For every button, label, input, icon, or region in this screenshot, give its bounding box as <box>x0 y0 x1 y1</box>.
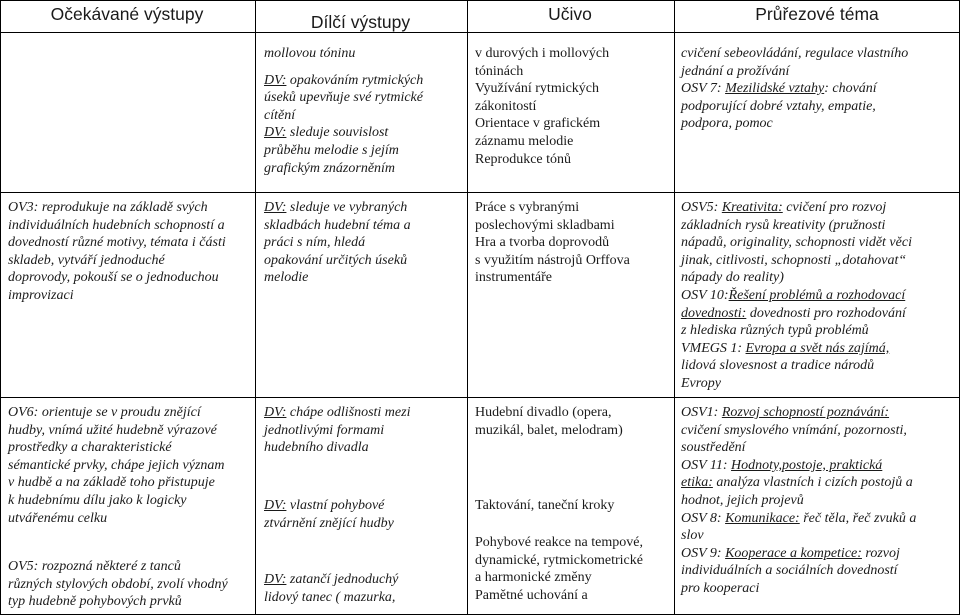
prurezove-tema-block-1: cvičení sebeovládání, regulace vlastního jednání a prožívání OSV 7: Mezilidské vztahy: chování podporující dobré vztahy, empatie, podpora, pomoc <box>681 46 909 132</box>
column-divider <box>467 1 468 614</box>
header-dilci-vystupy: Dílčí výstupy <box>310 12 411 32</box>
ucivo-block-5: Pohybové reakce na tempové, dynamické, rytmickometrické a harmonické změny Pamětné uchování a <box>475 535 643 603</box>
row-divider <box>1 397 959 398</box>
ucivo-block-4: Taktování, taneční kroky <box>475 498 615 513</box>
ov3-text: OV3: reprodukuje na základě svých individuálních hudebních schopností a dovedností různé motivy, témata i části skladeb, vytváří jednoduché doprovody, pokouší se o jednoduchou improvizaci <box>8 200 226 303</box>
column-divider <box>674 1 675 614</box>
dilci-vystupy-block-2: DV: sleduje ve vybraných skladbách hudební téma a práci s ním, hledá opakování určitých úseků melodie <box>264 200 411 286</box>
row-divider <box>1 192 959 193</box>
prurezove-tema-block-2: OSV5: Kreativita: cvičení pro rozvoj základních rysů kreativity (pružnosti nápadů, originality, schopnosti vidět věci jinak, citlivosti, schopnosti „dotahovat“ nápady do reality) OSV 10:Řešení problémů a rozhodovací dovednosti: dovednosti pro rozhodování z hlediska různých typů problémů VMEGS 1: Evropa a svět nás zajímá, lidová slovesnost a tradice národů Evropy <box>681 200 912 391</box>
column-divider <box>255 1 256 614</box>
ov6-text: OV6: orientuje se v proudu znějící hudby, vnímá užité hudebně výrazové prostředky a charakteristické sémantické prvky, chápe jejich význam v hudbě a na základě toho přistupuje k hudebnímu dílu jako k logicky utvářenému celku <box>8 405 225 526</box>
header-ucivo: Učivo <box>548 4 592 24</box>
header-prurezove-tema: Průřezové téma <box>755 4 879 24</box>
dilci-vystupy-block-4: DV: vlastní pohybové ztvárnění znějící hudby <box>264 498 394 531</box>
dilci-vystupy-block-3: DV: chápe odlišnosti mezi jednotlivými formami hudebního divadla <box>264 405 411 456</box>
ov5-text: OV5: rozpozná některé z tanců různých stylových období, zvolí vhodný typ hudebně pohybových prvků <box>8 559 228 610</box>
ucivo-block-2: Práce s vybranými poslechovými skladbami Hra a tvorba doprovodů s využitím nástrojů Orffova instrumentáře <box>475 200 630 286</box>
dilci-vystupy-block-1: mollovou tóninu DV: opakováním rytmických úseků upevňuje své rytmické cítění DV: sleduje souvislost průběhu melodie s jejím grafickým znázorněním <box>264 46 424 176</box>
prurezove-tema-block-3: OSV1: Rozvoj schopností poznávání: cvičení smyslového vnímání, pozornosti, soustředění OSV 11: Hodnoty,postoje, praktická etika: analýza vlastních i cizích postojů a hodnot, jejich projevů OSV 8: Komunikace: řeč těla, řeč zvuků a slov OSV 9: Kooperace a kompetice: rozvoj individuálních a sociálních dovedností pro kooperaci <box>681 405 917 596</box>
ucivo-block-1: v durových i mollových tóninách Využívání rytmických zákonitostí Orientace v grafickém záznamu melodie Reprodukce tónů <box>475 46 610 167</box>
header-ocekavane-vystupy: Očekávané výstupy <box>50 4 204 24</box>
header-divider <box>1 32 959 33</box>
ucivo-block-3: Hudební divadlo (opera, muzikál, balet, melodram) <box>475 405 623 438</box>
dilci-vystupy-block-5: DV: zatančí jednoduchý lidový tanec ( mazurka, <box>264 572 399 605</box>
